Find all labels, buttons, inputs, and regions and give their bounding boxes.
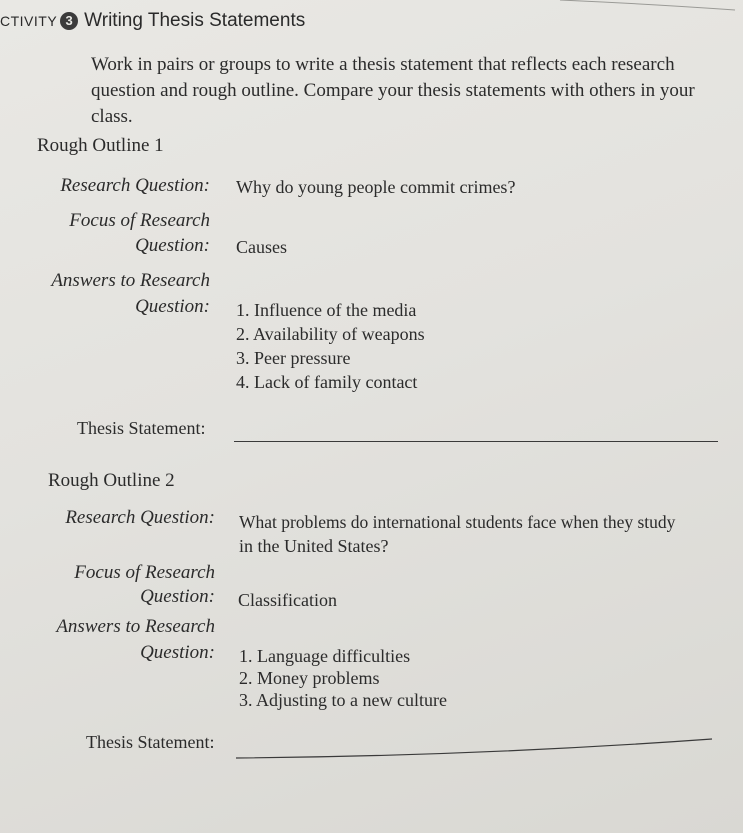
list-item: 2. Availability of weapons <box>236 324 425 344</box>
outline-1-focus: Causes <box>236 237 287 257</box>
outline-2-focus-label-line2: Question: <box>140 586 215 607</box>
list-item: 3. Peer pressure <box>236 348 351 368</box>
activity-number-badge: 3 <box>60 12 78 30</box>
outline-2-research-question-line1: What problems do international students face when they study <box>239 512 676 532</box>
outline-1-answers-list <box>236 298 425 394</box>
outline-1-research-question-label: Research Question: <box>60 175 210 196</box>
outline-2-research-question-line2: in the United States? <box>239 536 389 556</box>
outline-2-answers-list <box>239 645 447 711</box>
list-item: 2. Money problems <box>239 668 380 688</box>
outline-2-thesis-blank-line <box>236 736 716 760</box>
outline-2-thesis-label: Thesis Statement: <box>86 732 215 752</box>
instructions-paragraph: Work in pairs or groups to write a thesis statement that reflects each research question and rough outline. Compare your thesis statements with others in your class. <box>91 54 695 127</box>
outline-1-thesis-blank-line <box>234 441 718 442</box>
outline-1-thesis-label: Thesis Statement: <box>77 418 206 438</box>
outline-2-title: Rough Outline 2 <box>48 470 175 491</box>
outline-1-title: Rough Outline 1 <box>37 135 164 156</box>
list-item: 4. Lack of family contact <box>236 372 418 392</box>
list-item: 3. Adjusting to a new culture <box>239 690 447 710</box>
list-item: 1. Influence of the media <box>236 300 417 320</box>
activity-header <box>0 10 305 32</box>
outline-1-focus-label-line2: Question: <box>135 235 210 256</box>
outline-2-research-question-label: Research Question: <box>65 507 215 528</box>
outline-2-answers-label-line1: Answers to Research <box>56 616 215 637</box>
list-item: 1. Language difficulties <box>239 646 411 666</box>
outline-1-answers-label-line1: Answers to Research <box>51 270 210 291</box>
activity-title: Writing Thesis Statements <box>84 10 306 31</box>
outline-2-focus: Classification <box>238 590 337 610</box>
outline-1-answers-label-line2: Question: <box>135 296 210 317</box>
outline-1-focus-label-line1: Focus of Research <box>69 210 210 231</box>
outline-1-research-question: Why do young people commit crimes? <box>236 177 516 197</box>
activity-label: CTIVITY <box>0 13 58 29</box>
outline-2-answers-label-line2: Question: <box>140 642 215 663</box>
outline-2-focus-label-line1: Focus of Research <box>74 562 215 583</box>
